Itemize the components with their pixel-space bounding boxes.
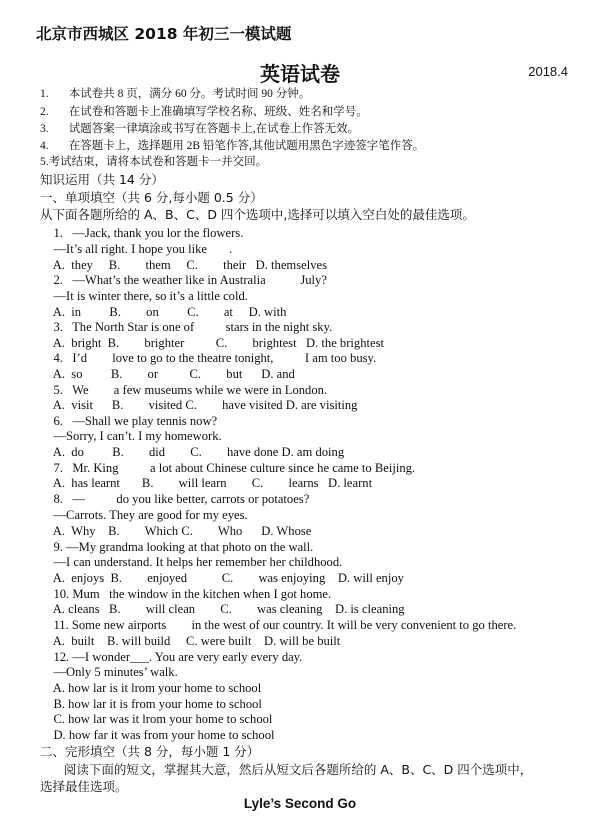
question-line: A. cleans B. will clean C. was cleaning D. is cleaning bbox=[44, 602, 405, 616]
exam-date: 2018.4 bbox=[528, 64, 568, 79]
question-line: —Carrots. They are good for my eyes. bbox=[44, 508, 248, 522]
section2-heading: 二、完形填空（共 8 分，每小题 1 分） bbox=[40, 744, 260, 759]
question-line: A. Why B. Which C. Who D. Whose bbox=[44, 524, 312, 538]
question-line: 8. — do you like better, carrots or potatoes? bbox=[44, 492, 310, 506]
question-line: —Sorry, I can’t. I my homework. bbox=[44, 429, 222, 443]
question-line: 6. —Shall we play tennis now? bbox=[44, 414, 218, 428]
question-line: A. has learnt B. will learn C. learns D. learnt bbox=[44, 476, 373, 490]
question-line: A. bright B. brighter C. brightest D. the brightest bbox=[44, 336, 385, 350]
question-line: 7. Mr. King a lot about Chinese culture since he came to Beijing. bbox=[44, 461, 416, 475]
question-line: A. how lar is it lrom your home to school bbox=[44, 681, 262, 695]
notice-item: 2. 在试卷和答题卡上准确填写学校名称、班级、姓名和学号。 bbox=[40, 106, 368, 118]
question-line: —It is winter there, so it’s a little cold. bbox=[44, 289, 248, 303]
question-line: —I can understand. It helps her remember her childhood. bbox=[44, 555, 343, 569]
section2-instruction-cont: 选择最佳选项。 bbox=[40, 779, 128, 794]
question-line: B. how lar it is from your home to school bbox=[44, 697, 262, 711]
exam-title: 北京市西城区 2018 年初三一模试题 bbox=[36, 25, 292, 43]
question-line: 1. —Jack, thank you lor the flowers. bbox=[44, 226, 244, 240]
question-line: A. do B. did C. have done D. am doing bbox=[44, 445, 345, 459]
question-line: —Only 5 minutes’ walk. bbox=[44, 665, 178, 679]
question-line: 10. Mum the window in the kitchen when I got home. bbox=[44, 587, 332, 601]
question-line: 3. The North Star is one of stars in the night sky. bbox=[44, 320, 333, 334]
question-line: 11. Some new airports in the west of our country. It will be very convenient to go there. bbox=[44, 618, 517, 632]
notice-item: 3. 试题答案一律填涂或书写在答题卡上,在试卷上作答无效。 bbox=[40, 123, 360, 135]
story-title: Lyle’s Second Go bbox=[243, 796, 357, 811]
question-line: C. how lar was it lrom your home to school bbox=[44, 712, 273, 726]
question-line: 9. —My grandma looking at that photo on the wall. bbox=[44, 540, 314, 554]
question-line: A. so B. or C. but D. and bbox=[44, 367, 295, 381]
section1-heading: 知识运用（共 14 分） bbox=[40, 172, 164, 187]
notice-item: 1. 本试卷共 8 页，满分 60 分。考试时间 90 分钟。 bbox=[40, 88, 311, 100]
notice-item: 5.考试结束，请将本试卷和答题卡一并交回。 bbox=[40, 156, 268, 168]
question-line: D. how far it was from your home to school bbox=[44, 728, 275, 742]
question-line: A. visit B. visited C. have visited D. are visiting bbox=[44, 398, 358, 412]
notice-item: 4. 在答题卡上，选择题用 2B 铅笔作答,其他试题用黑色字迹签字笔作答。 bbox=[40, 140, 425, 152]
section1-instruction: 从下面各题所给的 A、B、C、D 四个选项中,选择可以填入空白处的最佳选项。 bbox=[40, 207, 475, 222]
question-line: 2. —What’s the weather like in Australia July? bbox=[44, 273, 327, 287]
question-line: —It’s all right. I hope you like . bbox=[44, 242, 233, 256]
question-line: A. enjoys B. enjoyed C. was enjoying D. will enjoy bbox=[44, 571, 404, 585]
question-line: 5. We a few museums while we were in London. bbox=[44, 383, 328, 397]
subject-title: 英语试卷 bbox=[260, 62, 340, 86]
section1-subheading: 一、单项填空（共 6 分,每小题 0.5 分） bbox=[40, 190, 263, 205]
question-line: 12. —I wonder___. You are very early every day. bbox=[44, 650, 303, 664]
question-line: A. built B. will build C. were built D. will be built bbox=[44, 634, 341, 648]
question-line: A. they B. them C. their D. themselves bbox=[44, 258, 327, 272]
question-line: A. in B. on C. at D. with bbox=[44, 305, 287, 319]
section2-instruction: 阅读下面的短文，掌握其大意，然后从短文后各题所给的 A、B、C、D 四个选项中， bbox=[40, 762, 533, 777]
question-line: 4. I’d love to go to the theatre tonight, I am too busy. bbox=[44, 351, 377, 365]
